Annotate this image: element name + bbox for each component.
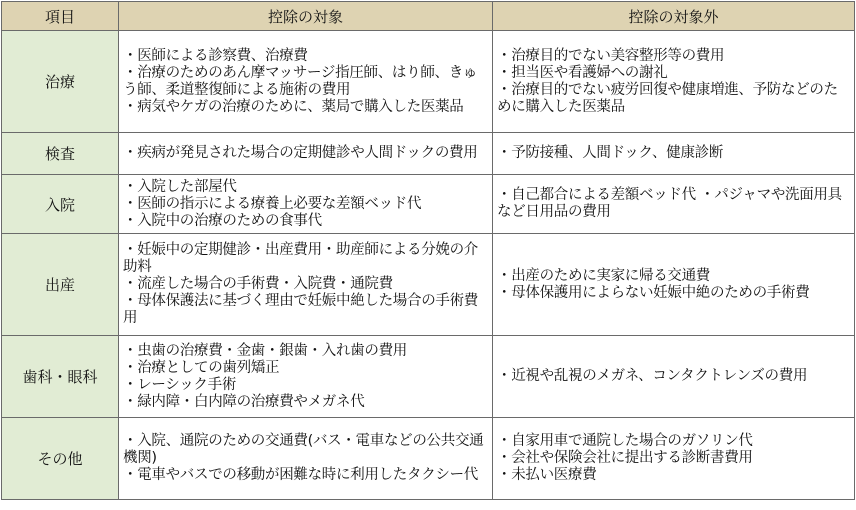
header-row — [2, 2, 855, 31]
list-item: ・妊娠中の定期健診・出産費用・助産師による分娩の介助料 — [123, 242, 478, 275]
list-item: ・医師の指示による療養上必要な差額ベッド代 — [123, 195, 422, 212]
list-item: ・会社や保険会社に提出する診断書費用 — [497, 450, 753, 466]
list-item: ・緑内障・白内障の治療費やメガネ代 — [123, 393, 365, 410]
included-cell — [119, 175, 493, 234]
header-category: 項目 — [2, 2, 119, 31]
list-item: ・自家用車で通院した場合のガソリン代 — [497, 433, 753, 449]
list-item: ・治療目的でない美容整形等の費用 — [497, 47, 725, 64]
table-row — [2, 133, 855, 175]
list-item: ・治療のためのあん摩マッサージ指圧師、はり師、きゅう師、柔道整復師による施術の費用 — [123, 64, 478, 98]
category-cell: 歯科・眼科 — [2, 336, 119, 418]
category-cell: 入院 — [2, 175, 119, 234]
table-row — [2, 175, 855, 234]
excluded-cell — [493, 31, 855, 133]
table-row — [2, 234, 855, 336]
excluded-cell — [493, 418, 855, 500]
list-item: ・流産した場合の手術費・入院費・通院費 — [123, 276, 393, 292]
list-item: ・母体保護法に基づく理由で妊娠中絶した場合の手術費用 — [123, 293, 478, 326]
included-cell — [119, 234, 493, 336]
list-item: ・病気やケガの治療のために、薬局で購入した医薬品 — [123, 98, 464, 115]
list-item: ・近視や乱視のメガネ、コンタクトレンズの費用 — [497, 368, 808, 384]
excluded-cell — [493, 336, 855, 418]
table-row — [2, 418, 855, 500]
list-item: ・予防接種、人間ドック、健康診断 — [497, 145, 724, 161]
header-included: 控除の対象 — [119, 2, 493, 31]
list-item: ・入院中の治療のための食事代 — [123, 212, 322, 229]
list-item: ・虫歯の治療費・金歯・銀歯・入れ歯の費用 — [123, 342, 407, 359]
list-item: ・未払い医療費 — [497, 467, 597, 483]
list-item: ・レーシック手術 — [123, 376, 237, 393]
included-cell — [119, 133, 493, 175]
excluded-cell — [493, 175, 855, 234]
list-item: ・母体保護用によらない妊娠中絶のための手術費 — [497, 284, 810, 301]
table-row — [2, 336, 855, 418]
list-item: ・入院、通院のための交通費(バス・電車などの公共交通機関) — [123, 433, 484, 466]
list-item: ・出産のために実家に帰る交通費 — [497, 267, 710, 284]
list-item: ・治療としての歯列矯正 — [123, 359, 280, 376]
table-row — [2, 31, 855, 133]
list-item: ・治療目的でない疲労回復や健康増進、予防などのために購入した医薬品 — [497, 81, 838, 115]
list-item: ・疾病が発見された場合の定期健診や人間ドックの費用 — [123, 145, 478, 161]
list-item: ・自己都合による差額ベッド代 ・パジャマや洗面用具など日用品の費用 — [497, 187, 842, 220]
excluded-cell — [493, 133, 855, 175]
category-cell: 検査 — [2, 133, 119, 175]
included-cell — [119, 336, 493, 418]
list-item: ・担当医や看護婦への謝礼 — [497, 64, 668, 81]
included-cell — [119, 418, 493, 500]
category-cell: 出産 — [2, 234, 119, 336]
list-item: ・電車やバスでの移動が困難な時に利用したタクシー代 — [123, 467, 478, 483]
excluded-cell — [493, 234, 855, 336]
category-cell: 治療 — [2, 31, 119, 133]
included-cell — [119, 31, 493, 133]
medical-deduction-table — [1, 1, 855, 500]
header-excluded: 控除の対象外 — [493, 2, 855, 31]
category-cell: その他 — [2, 418, 119, 500]
list-item: ・医師による診察費、治療費 — [123, 47, 308, 64]
list-item: ・入院した部屋代 — [123, 178, 237, 195]
